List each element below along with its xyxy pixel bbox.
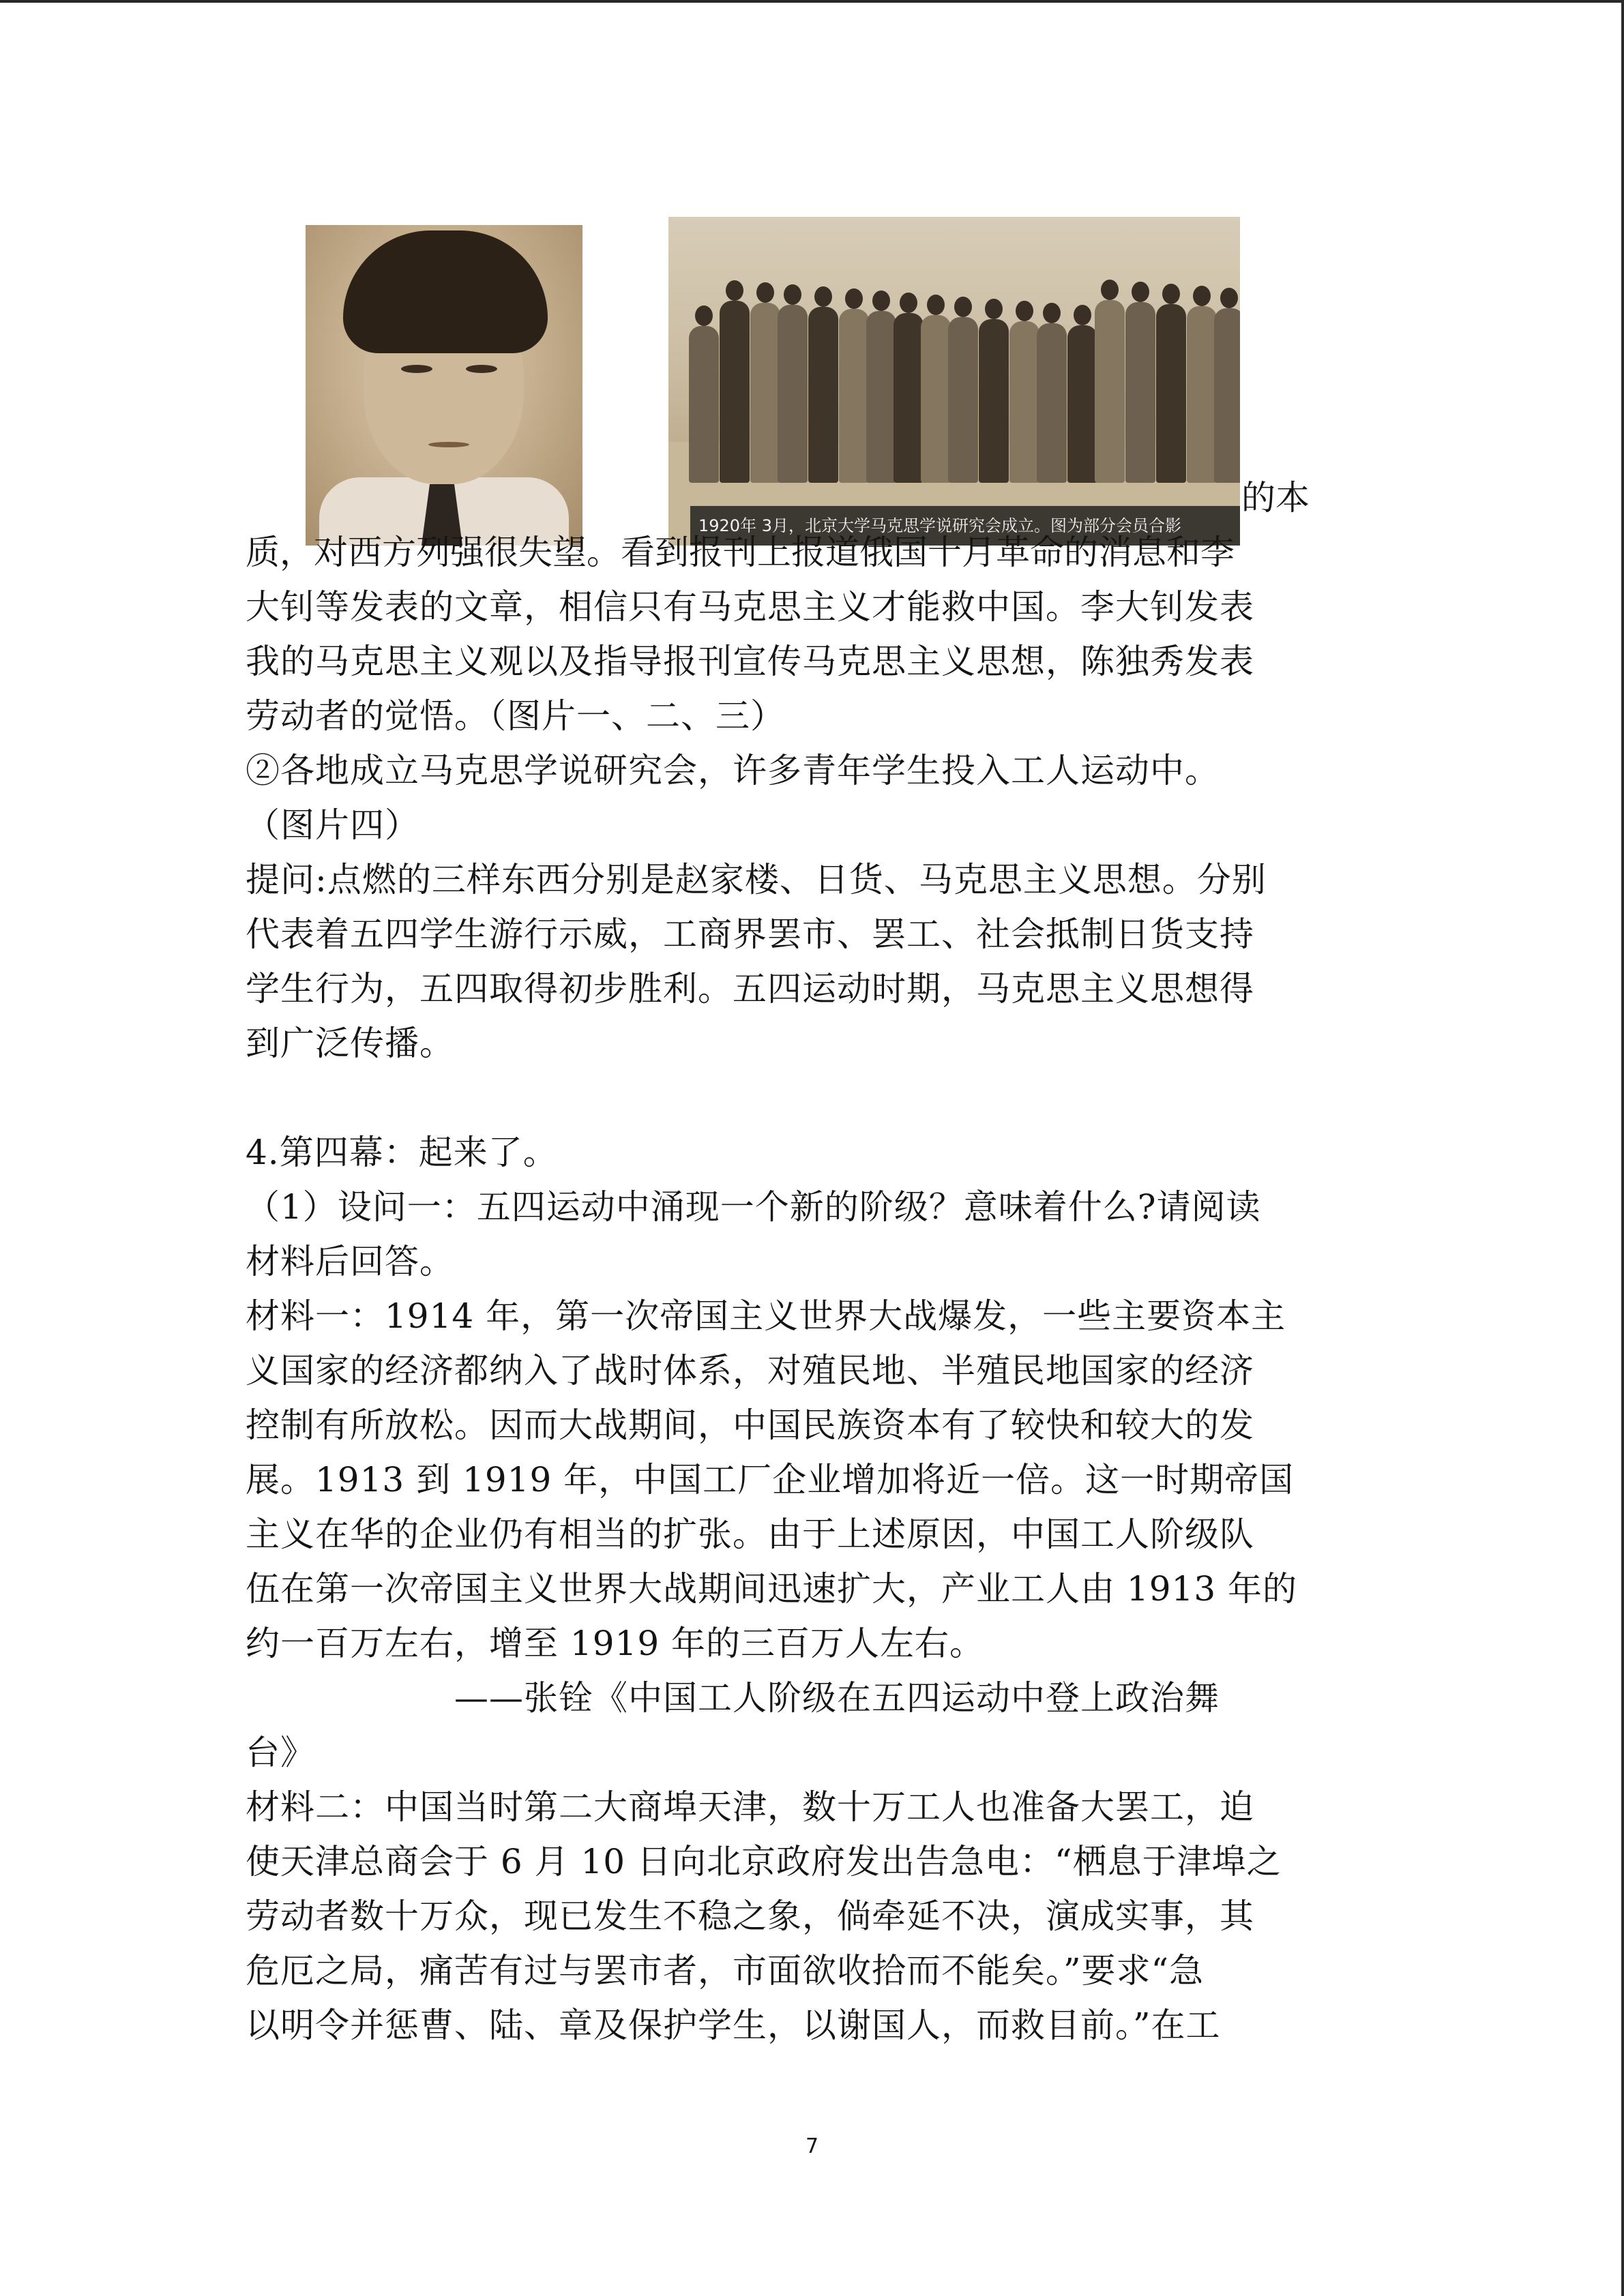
photo-figure-head (872, 290, 890, 311)
text-line: （图片四） (246, 805, 419, 845)
photo-figure (894, 313, 924, 483)
photo-figure (948, 317, 978, 483)
text-line: 材料后回答。 (246, 1242, 454, 1281)
photo-figure-head (1101, 280, 1119, 300)
text-line: 主义在华的企业仍有相当的扩张。由于上述原因，中国工人阶级队 (246, 1515, 1254, 1554)
photo-figure (1095, 300, 1125, 483)
page-border-right (1621, 0, 1624, 2296)
photo-figure-head (814, 286, 832, 307)
photo-figure (1125, 302, 1155, 483)
photo-figure (1187, 306, 1217, 483)
text-line: ②各地成立马克思学说研究会，许多青年学生投入工人运动中。 (246, 751, 1220, 790)
photo-figure-head (845, 288, 863, 309)
photo-figure (1214, 308, 1240, 483)
photo-figure (778, 305, 808, 483)
portrait-photo (306, 225, 582, 546)
group-photo (668, 217, 1240, 546)
photo-figure-head (1220, 288, 1238, 308)
photo-figure (808, 307, 838, 483)
text-line-partial: 的本 (1241, 478, 1310, 518)
photo-figure-head (1043, 303, 1061, 323)
photo-figure-head (985, 299, 1003, 319)
photo-figure (866, 311, 896, 483)
group-photo-caption: 1920年 3月，北京大学马克思学说研究会成立。图为部分会员合影 (690, 506, 1240, 546)
text-line: 材料二：中国当时第二大商埠天津，数十万工人也准备大罢工，迫 (246, 1787, 1254, 1827)
text-line: 控制有所放松。因而大战期间，中国民族资本有了较快和较大的发 (246, 1405, 1254, 1445)
photo-figure-head (900, 293, 917, 313)
photo-figure-head (726, 280, 743, 301)
photo-figure-head (784, 284, 801, 305)
text-line: 以明令并惩曹、陆、章及保护学生，以谢国人，而救目前。”在工 (246, 2006, 1221, 2045)
text-line: 使天津总商会于 6 月 10 日向北京政府发出告急电：“栖息于津埠之 (246, 1842, 1282, 1881)
page-number: 7 (805, 2134, 819, 2158)
text-line: 大钊等发表的文章，相信只有马克思主义才能救中国。李大钊发表 (246, 587, 1254, 627)
photo-figure (921, 315, 951, 483)
photo-figure-head (954, 297, 972, 317)
text-line: 代表着五四学生游行示威，工商界罢市、罢工、社会抵制日货支持 (246, 914, 1254, 954)
photo-figure (720, 301, 750, 483)
photo-figure-head (1074, 305, 1091, 325)
photo-figure-head (756, 282, 774, 303)
text-line-overlap: 质，对西方列强很失望。看到报刊上报道俄国十月革命的消息和李 (246, 533, 1235, 572)
photo-figure-head (1016, 301, 1033, 321)
text-line: 伍在第一次帝国主义世界大战期间迅速扩大，产业工人由 1913 年的 (246, 1569, 1298, 1609)
text-line: 我的马克思主义观以及指导报刊宣传马克思主义思想，陈独秀发表 (246, 642, 1254, 681)
text-line: （1）设问一：五四运动中涌现一个新的阶级？意味着什么?请阅读 (246, 1187, 1261, 1227)
text-line: ——张铨《中国工人阶级在五四运动中登上政治舞 (246, 1678, 1220, 1718)
photo-figure (1067, 325, 1097, 483)
photo-figure-head (927, 295, 945, 315)
text-line: 危厄之局，痛苦有过与罢市者，市面欲收拾而不能矣。”要求“急 (246, 1951, 1205, 1991)
photo-figure (1156, 304, 1186, 483)
photo-figure (1037, 323, 1067, 483)
photo-figure (689, 326, 719, 483)
text-line: 材料一：1914 年，第一次帝国主义世界大战爆发，一些主要资本主 (246, 1296, 1286, 1336)
photo-figure (1009, 321, 1039, 483)
photo-figure (750, 303, 780, 483)
text-line: 约一百万左右，增至 1919 年的三百万人左右。 (246, 1624, 985, 1663)
text-line: 学生行为，五四取得初步胜利。五四运动时期，马克思主义思想得 (246, 969, 1254, 1009)
text-line: 4.第四幕：起来了。 (246, 1133, 558, 1172)
photo-figure (839, 309, 869, 483)
text-line: 劳动者的觉悟。（图片一、二、三） (246, 696, 785, 736)
photo-figure (979, 319, 1009, 483)
text-line: 提问:点燃的三样东西分别是赵家楼、日货、马克思主义思想。分别 (246, 860, 1267, 899)
photo-figure-head (695, 305, 713, 326)
photo-figure-head (1132, 282, 1149, 302)
page-border-top (0, 0, 1624, 3)
photo-figure-head (1193, 286, 1211, 306)
text-line: 展。1913 到 1919 年，中国工厂企业增加将近一倍。这一时期帝国 (246, 1460, 1295, 1500)
text-line: 义国家的经济都纳入了战时体系，对殖民地、半殖民地国家的经济 (246, 1351, 1254, 1390)
text-line: 到广泛传播。 (246, 1024, 454, 1063)
text-line: 劳动者数十万众，现已发生不稳之象，倘牵延不决，演成实事，其 (246, 1896, 1254, 1936)
photo-figure-head (1162, 284, 1180, 304)
text-line: 台》 (246, 1733, 315, 1772)
